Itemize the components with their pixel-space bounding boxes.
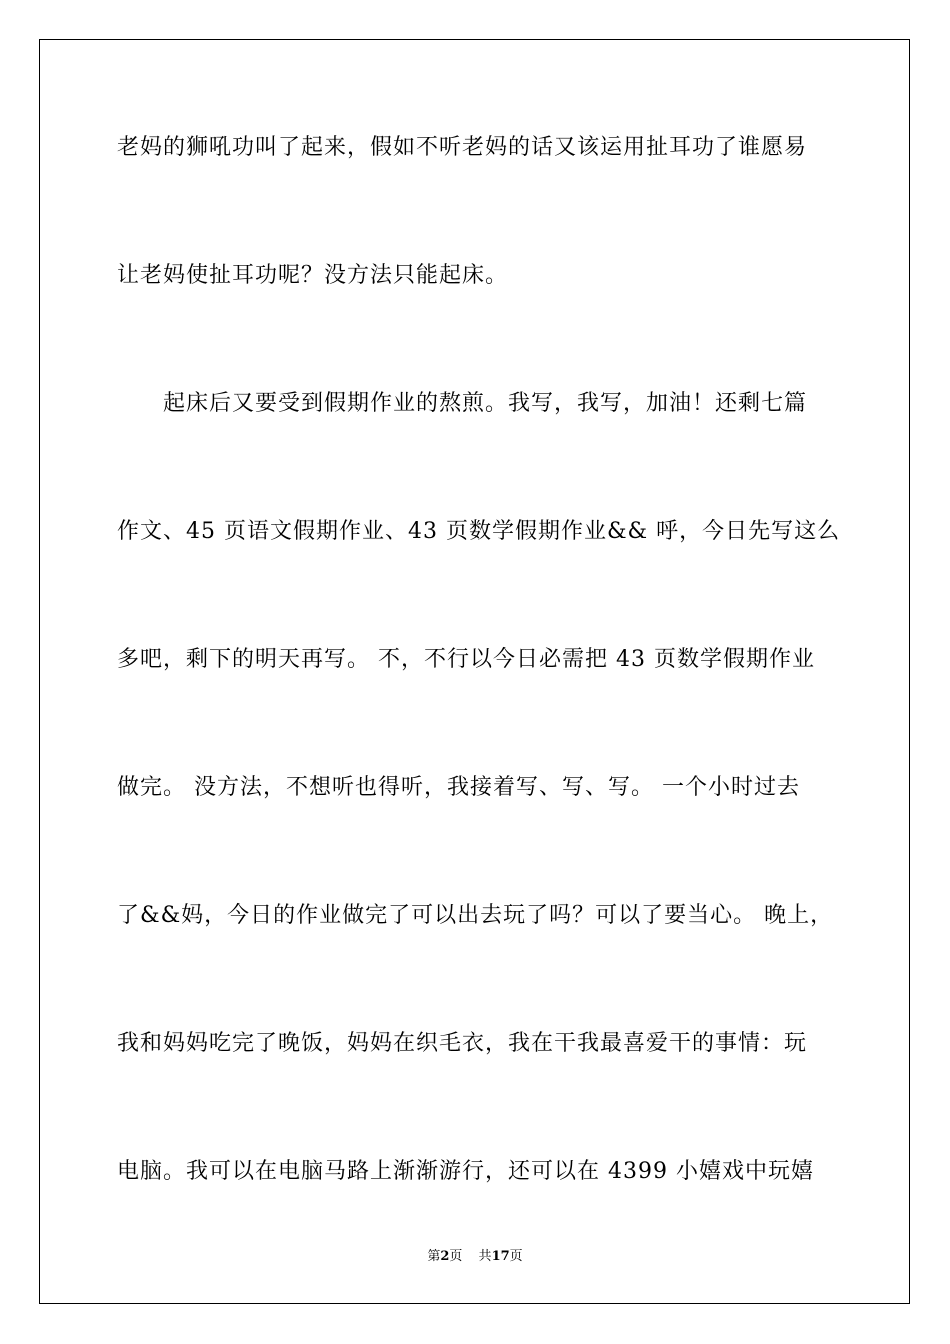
text-line-2: 让老妈使扯耳功呢？没方法只能起床。	[117, 263, 509, 288]
page-prefix: 第	[427, 1249, 441, 1264]
page-footer	[0, 1248, 950, 1266]
text-line-6: 做完。 没方法，不想听也得听，我接着写、写、写。 一个小时过去	[117, 775, 800, 800]
text-line-4: 作文、45 页语文假期作业、43 页数学假期作业&& 呼，今日先写这么	[117, 519, 841, 544]
page-indicator	[427, 1249, 462, 1264]
text-line-8: 我和妈妈吃完了晚饭，妈妈在织毛衣，我在干我最喜爱干的事情：玩	[117, 1031, 808, 1056]
text-line-9: 电脑。我可以在电脑马路上渐渐游行，还可以在 4399 小嬉戏中玩嬉	[117, 1159, 814, 1184]
total-pages: 17	[491, 1249, 510, 1264]
text-line-7: 了&&妈，今日的作业做完了可以出去玩了吗？可以了要当心。 晚上，	[117, 903, 834, 928]
document-body	[117, 128, 841, 1280]
text-line-5: 多吧，剩下的明天再写。 不，不行以今日必需把 43 页数学假期作业	[117, 647, 815, 672]
page-suffix: 页	[449, 1249, 463, 1264]
total-prefix: 共	[478, 1249, 492, 1264]
text-line-1: 老妈的狮吼功叫了起来，假如不听老妈的话又该运用扯耳功了谁愿易	[117, 135, 808, 160]
total-suffix: 页	[509, 1249, 523, 1264]
total-pages-indicator	[479, 1249, 523, 1264]
page-number: 2	[440, 1249, 450, 1264]
text-line-3: 起床后又要受到假期作业的熬煎。我写，我写，加油！还剩七篇	[163, 391, 808, 416]
